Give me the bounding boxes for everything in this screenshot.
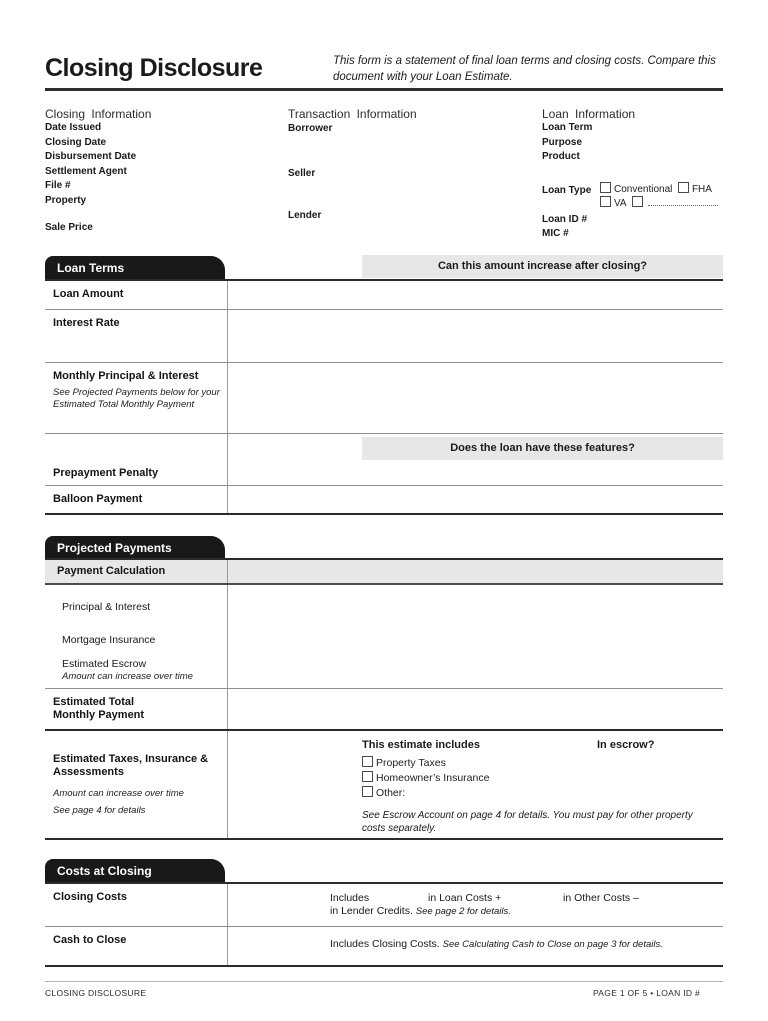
payment-calculation-label: Payment Calculation xyxy=(57,565,166,577)
homeowners-insurance-checkbox-item xyxy=(362,771,489,785)
footer-rule xyxy=(45,981,723,982)
lender-credits-text: in Lender Credits. xyxy=(330,905,416,917)
loan-terms-section-tab: Loan Terms xyxy=(45,256,225,279)
estimated-taxes-detail-cell xyxy=(227,731,723,838)
footer-page-number: PAGE 1 OF 5 • LOAN ID # xyxy=(592,988,700,998)
estimate-includes-label: This estimate includes xyxy=(362,739,480,751)
cash-to-close-detail-cell xyxy=(227,927,723,965)
see-page-2-note: See page 2 for details. xyxy=(415,906,511,917)
transaction-information-heading: Transaction Information xyxy=(288,107,417,121)
closing-costs-label: Closing Costs xyxy=(53,891,127,903)
cash-to-close-text xyxy=(330,938,663,951)
estimated-taxes-note1: Amount can increase over time xyxy=(53,788,184,799)
increase-after-closing-header: Can this amount increase after closing? xyxy=(362,255,723,278)
sale-price-label: Sale Price xyxy=(45,222,93,233)
checkbox-homeowners-insurance[interactable] xyxy=(362,771,373,782)
closing-date-label: Closing Date xyxy=(45,136,107,148)
closing-costs-row xyxy=(45,884,723,927)
other-checkbox-item xyxy=(362,786,405,800)
costs-at-closing-section-tab: Costs at Closing xyxy=(45,859,225,882)
monthly-principal-interest-note: See Projected Payments below for your Estimated Total Monthly Payment xyxy=(53,387,220,410)
loan-id-label: Loan ID # xyxy=(542,214,588,225)
loan-terms-table xyxy=(45,281,723,515)
disbursement-date-label: Disbursement Date xyxy=(45,151,137,162)
monthly-principal-interest-label: Monthly Principal & Interest xyxy=(53,370,199,382)
includes-closing-costs-text: Includes Closing Costs. xyxy=(330,938,443,950)
estimated-taxes-label: Estimated Taxes, Insurance & Assessments xyxy=(53,753,209,778)
loan-term-label: Loan Term xyxy=(542,122,593,133)
projected-payments-section-tab: Projected Payments xyxy=(45,536,225,559)
estimated-taxes-row xyxy=(45,731,723,838)
loan-type-options-line1 xyxy=(600,182,712,196)
conventional-option-label: Conventional xyxy=(614,184,673,195)
other-label: Other: xyxy=(376,787,406,799)
footer-document-name: CLOSING DISCLOSURE xyxy=(45,988,147,998)
borrower-label: Borrower xyxy=(288,123,333,134)
interest-rate-answer-cell xyxy=(227,310,723,362)
estimated-escrow-item-label: Estimated Escrow xyxy=(62,658,147,670)
see-page-3-note: See Calculating Cash to Close on page 3 for details. xyxy=(442,939,663,950)
interest-rate-row xyxy=(45,310,723,363)
payment-calculation-value-cell xyxy=(227,560,723,583)
mic-label: MIC # xyxy=(542,228,569,239)
estimated-taxes-note2: See page 4 for details xyxy=(53,805,146,816)
checkbox-other-loan-type[interactable] xyxy=(632,196,643,207)
loan-information-heading: Loan Information xyxy=(542,107,636,121)
checkbox-conventional[interactable] xyxy=(600,182,611,193)
product-label: Product xyxy=(542,151,580,162)
projected-payments-table xyxy=(45,560,723,840)
mortgage-insurance-item-label: Mortgage Insurance xyxy=(62,634,156,646)
loan-type-other-blank-line xyxy=(648,196,718,206)
balloon-payment-answer-cell xyxy=(227,486,723,513)
checkbox-fha[interactable] xyxy=(678,182,689,193)
loan-information-labels xyxy=(542,121,592,165)
checkbox-property-taxes[interactable] xyxy=(362,756,373,767)
balloon-payment-row xyxy=(45,486,723,513)
header-rule xyxy=(45,88,723,91)
interest-rate-label: Interest Rate xyxy=(53,317,120,329)
closing-costs-includes-text: Includes xyxy=(330,892,370,904)
purpose-label: Purpose xyxy=(542,136,583,148)
property-label: Property xyxy=(45,194,87,206)
loan-type-options-line2 xyxy=(600,196,718,210)
loan-amount-answer-cell xyxy=(227,281,723,309)
costs-at-closing-table xyxy=(45,884,723,967)
date-issued-label: Date Issued xyxy=(45,122,102,133)
fha-option-label: FHA xyxy=(691,184,712,195)
prepayment-penalty-row xyxy=(45,434,723,486)
settlement-agent-label: Settlement Agent xyxy=(45,165,127,177)
property-taxes-checkbox-item xyxy=(362,756,446,770)
in-escrow-label: In escrow? xyxy=(597,739,655,751)
monthly-principal-interest-row xyxy=(45,363,723,434)
closing-costs-other-costs-text: in Other Costs – xyxy=(563,892,639,904)
cash-to-close-label: Cash to Close xyxy=(53,934,127,946)
loan-type-label: Loan Type xyxy=(542,185,592,196)
monthly-principal-interest-answer-cell xyxy=(227,363,723,433)
homeowners-insurance-label: Homeowner’s Insurance xyxy=(376,772,490,784)
file-number-label: File # xyxy=(45,180,71,191)
principal-interest-item-label: Principal & Interest xyxy=(62,601,151,613)
seller-label: Seller xyxy=(288,168,316,179)
property-taxes-label: Property Taxes xyxy=(376,757,446,769)
lender-label: Lender xyxy=(288,210,322,221)
cash-to-close-row xyxy=(45,927,723,965)
closing-costs-lender-credits-text xyxy=(330,905,511,918)
prepayment-penalty-answer-cell xyxy=(227,434,723,485)
estimated-escrow-note: Amount can increase over time xyxy=(62,671,193,682)
loan-amount-row xyxy=(45,281,723,310)
checkbox-va[interactable] xyxy=(600,196,611,207)
checkbox-other[interactable] xyxy=(362,786,373,797)
va-option-label: VA xyxy=(614,198,627,209)
estimated-total-monthly-payment-value-cell xyxy=(227,689,723,729)
prepayment-penalty-label: Prepayment Penalty xyxy=(53,467,159,479)
payment-calculation-row xyxy=(45,560,723,585)
payment-components-row xyxy=(45,585,723,689)
escrow-account-note: See Escrow Account on page 4 for details. You must pay for other property costs separately. xyxy=(362,810,693,834)
estimated-total-monthly-payment-label: Estimated Total Monthly Payment xyxy=(53,696,145,721)
closing-costs-loan-costs-text: in Loan Costs + xyxy=(428,892,502,904)
header-description: This form is a statement of final loan terms and closing costs. Compare this document with your Loan Estimate. xyxy=(333,55,716,83)
balloon-payment-label: Balloon Payment xyxy=(53,493,143,505)
closing-information-labels xyxy=(45,121,136,208)
closing-information-heading: Closing Information xyxy=(45,107,152,121)
payment-components-value-cell xyxy=(227,585,723,688)
page-title: Closing Disclosure xyxy=(45,54,263,82)
closing-costs-detail-cell xyxy=(227,884,723,926)
loan-amount-label: Loan Amount xyxy=(53,288,124,300)
estimated-total-monthly-payment-row xyxy=(45,689,723,731)
loan-features-header: Does the loan have these features? xyxy=(362,437,723,460)
